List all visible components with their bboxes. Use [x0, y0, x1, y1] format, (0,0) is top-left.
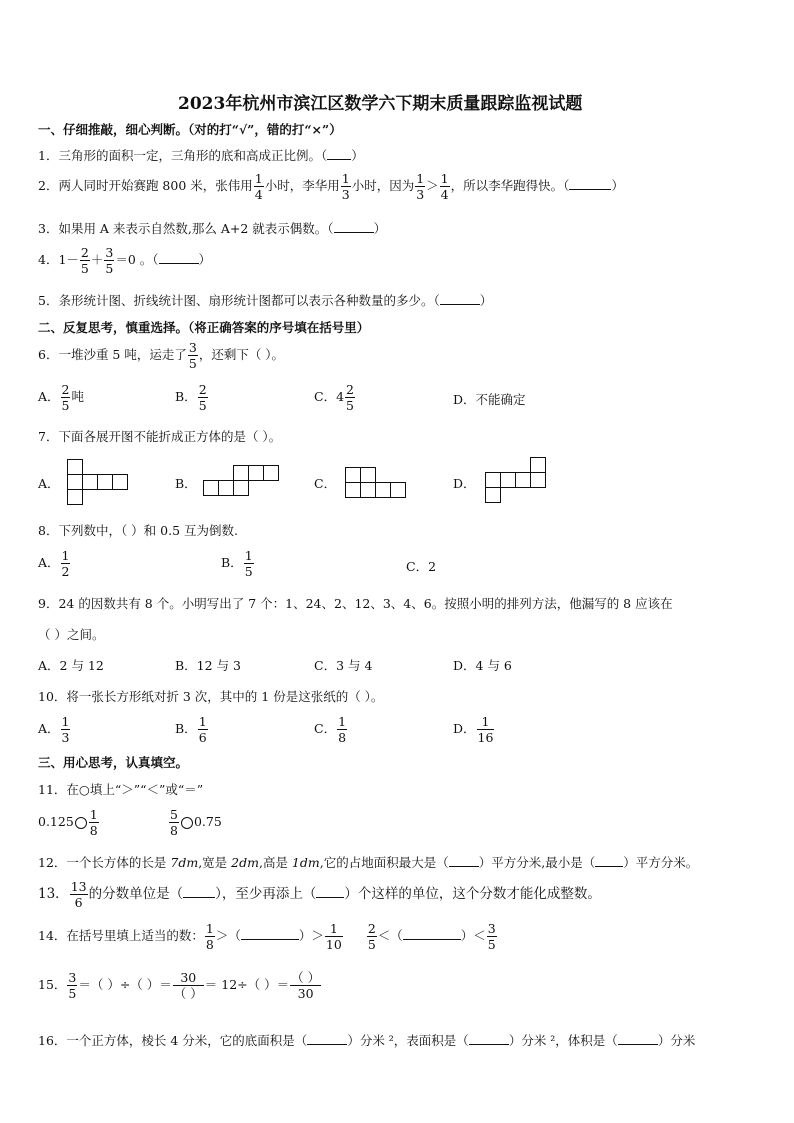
question-3 — [38, 219, 386, 237]
fraction: $\frac{2}{5}$ — [367, 921, 376, 952]
paren: ） — [373, 221, 387, 236]
fraction: $\frac{1}{5}$ — [244, 548, 253, 579]
fraction: $\frac{2}{5}$ — [346, 382, 354, 413]
compare-circle[interactable] — [181, 817, 193, 829]
question-4 — [38, 245, 211, 276]
fraction: $\frac{1}{3}$ — [416, 171, 425, 202]
option-b[interactable]: B． $\frac{1}{5}$ — [221, 548, 253, 579]
question-2-text: ，所以李华跑得快。（ — [450, 178, 570, 193]
question-15: 15． $\frac{3}{5}$ ＝（ ）÷（ ）＝ $\frac{30}{( )}$ ＝ 12÷（ ）＝ $\frac{( )}{30}$ — [38, 970, 321, 1001]
fraction: $\frac{1}{2}$ — [61, 548, 70, 579]
answer-blank[interactable] — [316, 886, 344, 898]
cube-net-b[interactable] — [203, 465, 281, 497]
section-3-heading: 三、用心思考，认真填空。 — [38, 755, 189, 770]
answer-blank[interactable] — [403, 928, 461, 940]
question-9-cont: （ ）之间。 — [38, 627, 105, 642]
option-d[interactable]: D．4 与 6 — [453, 658, 512, 673]
question-6-text: ，还剩下（ ）。 — [198, 347, 285, 362]
question-2-text: 小时，李华用 — [264, 178, 340, 193]
question-2-text: 小时，因为 — [351, 178, 415, 193]
option-c[interactable]: C．2 — [406, 559, 437, 574]
question-1-text: 1．三角形的面积一定，三角形的底和高成正比例。（ — [38, 148, 328, 163]
page-title: 2023年杭州市滨江区数学六下期末质量跟踪监视试题 — [178, 94, 583, 114]
answer-blank[interactable] — [327, 148, 351, 160]
answer-blank[interactable] — [618, 1033, 658, 1045]
compare-circle[interactable] — [75, 817, 87, 829]
option-a[interactable]: A． $\frac{2}{5}$ 吨 — [38, 382, 84, 413]
plus-sign: ＋ — [90, 252, 104, 267]
fraction: $\frac{1}{10}$ — [325, 921, 342, 952]
compare-2: $\frac{5}{8}$ 0.75 — [170, 807, 222, 838]
option-b[interactable]: B． $\frac{1}{6}$ — [175, 714, 207, 745]
answer-blank[interactable] — [440, 293, 480, 305]
answer-blank[interactable] — [334, 221, 374, 233]
fraction: $\frac{1}{16}$ — [477, 714, 494, 745]
fraction: $\frac{13}{6}$ — [70, 879, 87, 910]
answer-blank[interactable] — [569, 178, 611, 190]
option-a[interactable]: A．2 与 12 — [38, 658, 104, 673]
section-1-heading: 一、仔细推敲，细心判断。（对的打“√”，错的打“×”） — [38, 122, 342, 137]
option-d[interactable]: D． $\frac{1}{16}$ — [453, 714, 494, 745]
option-b[interactable]: B．12 与 3 — [175, 658, 241, 673]
option-d[interactable]: D．不能确定 — [453, 392, 526, 407]
fraction: $\frac{3}{5}$ — [487, 921, 496, 952]
fraction: $\frac{1}{8}$ — [89, 807, 98, 838]
answer-blank[interactable] — [183, 886, 215, 898]
answer-blank[interactable] — [307, 1033, 347, 1045]
option-c[interactable]: C．3 与 4 — [314, 658, 373, 673]
question-6-text: 6．一堆沙重 5 吨，运走了 — [38, 347, 187, 362]
paren: ） — [611, 178, 624, 193]
fraction: $\frac{2}{5}$ — [80, 245, 89, 276]
question-4-text: 4．1－ — [38, 252, 79, 267]
fraction: $\frac{5}{8}$ — [170, 807, 178, 838]
question-6 — [38, 340, 284, 371]
option-c-label[interactable]: C． — [314, 476, 337, 491]
fraction[interactable]: $\frac{( )}{30}$ — [291, 970, 321, 1001]
question-7: 7．下面各展开图不能折成正方体的是（ ）。 — [38, 429, 282, 444]
question-9: 9．24 的因数共有 8 个。小明写出了 7 个：1、24、2、12、3、4、6。按照小明的排列方法，他漏写的 8 应该在 — [38, 596, 673, 611]
gt-sign: ＞ — [426, 178, 439, 193]
option-d-label[interactable]: D． — [453, 476, 476, 491]
answer-blank[interactable] — [469, 1033, 509, 1045]
answer-blank[interactable] — [595, 855, 623, 867]
fraction: $\frac{3}{5}$ — [188, 340, 197, 371]
option-c[interactable]: C． $\frac{1}{8}$ — [314, 714, 347, 745]
option-b-label[interactable]: B． — [175, 476, 197, 491]
option-a-label[interactable]: A． — [38, 476, 60, 491]
fraction: $\frac{1}{3}$ — [341, 171, 350, 202]
fraction: $\frac{3}{5}$ — [68, 970, 77, 1001]
question-12: 12．一个长方体的长是 7dm,宽是 2dm,高是 1dm,它的占地面积最大是（ ）平方分米,最小是（ ）平方分米。 — [38, 855, 699, 870]
option-b[interactable]: B． $\frac{2}{5}$ — [175, 382, 207, 413]
section-2-heading: 二、反复思考，慎重选择。（将正确答案的序号填在括号里） — [38, 320, 370, 335]
question-4-text: ＝0 。（ — [115, 252, 159, 267]
question-1 — [38, 146, 364, 164]
paren: ） — [351, 148, 364, 163]
fraction: $\frac{3}{5}$ — [105, 245, 114, 276]
fraction: $\frac{1}{4}$ — [440, 171, 449, 202]
fraction: $\frac{1}{3}$ — [61, 714, 70, 745]
question-10: 10．将一张长方形纸对折 3 次，其中的 1 份是这张纸的（ ）。 — [38, 689, 384, 704]
cube-net-c[interactable] — [345, 467, 409, 499]
option-a[interactable]: A． $\frac{1}{3}$ — [38, 714, 70, 745]
fraction[interactable]: $\frac{30}{( )}$ — [173, 970, 203, 1001]
option-c[interactable]: C．4 $\frac{2}{5}$ — [314, 382, 354, 413]
paren: ） — [479, 293, 493, 308]
question-13: 13． $\frac{13}{6}$ 的分数单位是（ ），至少再添上（ ）个这样的单位，这个分数才能化成整数。 — [38, 879, 601, 910]
answer-blank[interactable] — [159, 252, 199, 264]
question-16: 16．一个正方体，棱长 4 分米，它的底面积是（ ）分米 ²，表面积是（ ）分米 ²，体积是（ ）分米 — [38, 1033, 696, 1048]
question-8: 8．下列数中，（ ）和 0.5 互为倒数. — [38, 523, 238, 538]
fraction: $\frac{2}{5}$ — [61, 382, 70, 413]
cube-net-a[interactable] — [67, 459, 131, 505]
cube-net-d[interactable] — [485, 457, 549, 505]
question-5 — [38, 291, 492, 309]
paren: ） — [198, 252, 212, 267]
question-14: 14．在括号里填上适当的数： $\frac{1}{8}$ ＞（ ）＞ $\frac{1}{10}$ $\frac{2}{5}$ ＜（ ）＜ $\frac{3}{5}$ — [38, 921, 496, 952]
question-5-text: 5．条形统计图、折线统计图、扇形统计图都可以表示各种数量的多少。（ — [38, 293, 440, 308]
question-2-text: 2．两人同时开始赛跑 800 米，张伟用 — [38, 178, 253, 193]
fraction: $\frac{1}{8}$ — [205, 921, 214, 952]
option-a[interactable]: A． $\frac{1}{2}$ — [38, 548, 70, 579]
question-2 — [38, 171, 624, 202]
fraction: $\frac{1}{8}$ — [338, 714, 347, 745]
fraction: $\frac{1}{6}$ — [198, 714, 207, 745]
fraction: $\frac{2}{5}$ — [198, 382, 207, 413]
answer-blank[interactable] — [449, 855, 479, 867]
question-3-text: 3．如果用 A 来表示自然数,那么 A+2 就表示偶数。（ — [38, 221, 334, 236]
fraction: $\frac{1}{4}$ — [254, 171, 263, 202]
question-11: 11．在○填上“＞”“＜”或“＝” — [38, 782, 204, 797]
compare-1: 0.125 $\frac{1}{8}$ — [38, 807, 98, 838]
answer-blank[interactable] — [241, 928, 299, 940]
